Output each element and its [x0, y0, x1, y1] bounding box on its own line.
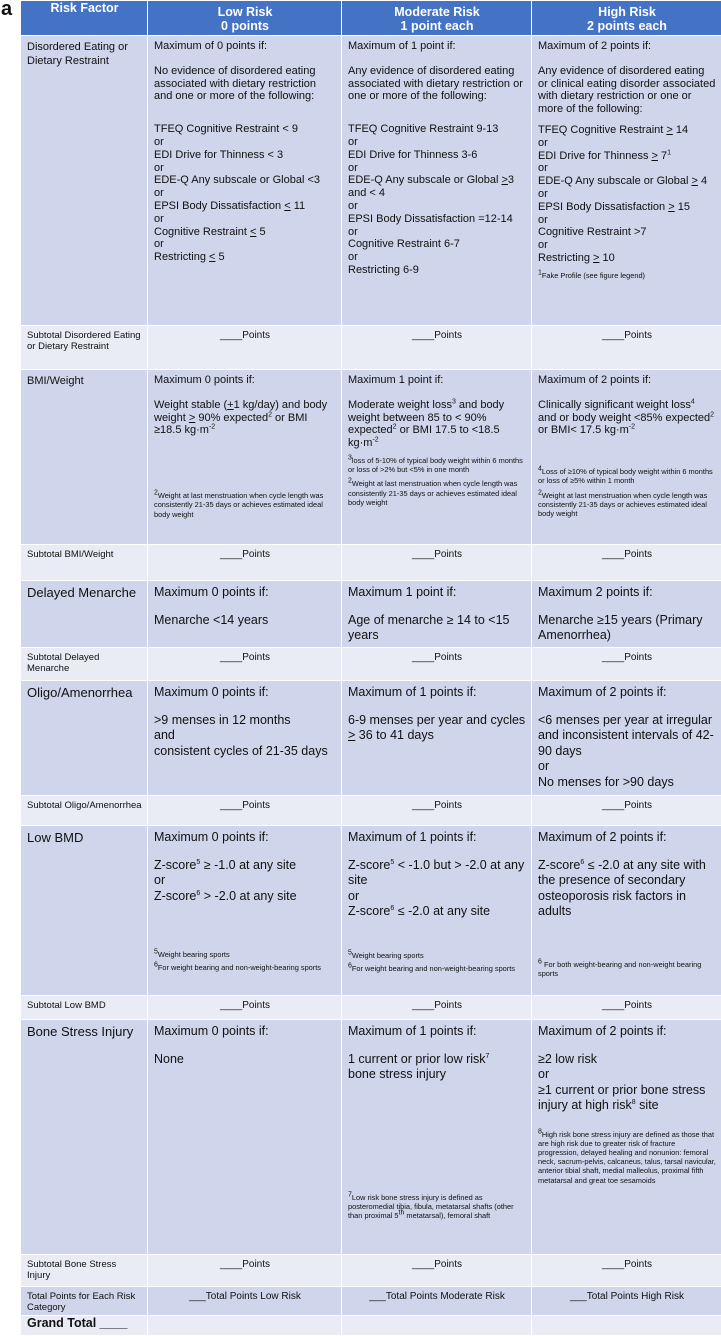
header-row [21, 1, 721, 36]
grand-total-empty [532, 1316, 721, 1336]
moderate-risk-criteria: Maximum 1 point if: Age of menarche ≥ 14 to <15 years [342, 581, 532, 648]
figure-label: a [1, 0, 12, 21]
row-subtotal-bmi [21, 545, 721, 581]
subtotal-label: Subtotal BMI/Weight [21, 545, 148, 581]
row-total-points [21, 1287, 721, 1316]
row-bmi-weight [21, 370, 721, 545]
points-blank: ____Points [532, 326, 721, 370]
moderate-risk-criteria: Maximum 1 point if: Moderate weight loss$^3$ and body weight between 85 to < 90% expected$^2$ or BMI 17.5 to <18.5 $kg\cdot m^{-2}$ $^3$loss of 5-10% of typical body weight within 6 months or loss of >2% but <5% in one month $^2$Weight at last menstruation when cycle length was consistently 21-35 days or achieves estimated ideal body weight [342, 370, 532, 545]
row-disordered-eating [21, 36, 721, 326]
row-subtotal-disordered-eating [21, 326, 721, 370]
points-blank: ____Points [342, 796, 532, 826]
header-risk-factor: Risk Factor [21, 1, 148, 36]
low-risk-criteria: Maximum 0 points if: >9 menses in 12 months and consistent cycles of 21-35 days [148, 681, 342, 796]
moderate-risk-criteria: Maximum of 1 points if: 1 current or prior low risk$^7$ bone stress injury $^7$Low risk bone stress injury is defined as posteromedial tibia, fibula, metatarsal shafts (other than proximal 5th metatarsal), femoral shaft [342, 1020, 532, 1255]
risk-factor-label: Delayed Menarche [21, 581, 148, 648]
subtotal-label: Subtotal Delayed Menarche [21, 648, 148, 681]
row-subtotal-bmd [21, 996, 721, 1020]
total-moderate-risk: ___Total Points Moderate Risk [342, 1287, 532, 1316]
low-risk-criteria: Maximum 0 points if: Weight stable (+1 kg/day) and body weight > 90% expected$^2$ or BMI ≥18.5 $kg\cdot m^{-2}$ $^2$Weight at last menstruation when cycle length was consistently 21-35 days or achieves estimated ideal body weight [148, 370, 342, 545]
high-risk-criteria: Maximum of 2 points if: <6 menses per year at irregular and inconsistent intervals of 42-90 days or No menses for >90 days [532, 681, 721, 796]
points-blank: ____Points [342, 326, 532, 370]
row-subtotal-bsi [21, 1255, 721, 1287]
grand-total-empty [342, 1316, 532, 1336]
points-blank: ____Points [148, 996, 342, 1020]
points-blank: ____Points [148, 1255, 342, 1287]
row-oligo-amenorrhea [21, 681, 721, 796]
points-blank: ____Points [532, 996, 721, 1020]
points-blank: ____Points [148, 326, 342, 370]
points-blank: ____Points [148, 648, 342, 681]
high-risk-criteria: Maximum 2 points if: Menarche ≥15 years (Primary Amenorrhea) [532, 581, 721, 648]
low-risk-criteria: Maximum of 0 points if: No evidence of disordered eating associated with dietary restriction and one or more of the following: TFEQ Cognitive Restraint < 9 or EDI Drive for Thinness < 3 or EDE-Q Any subscale or Global <3 or EPSI Body Dissatisfaction < 11 or Cognitive Restraint < 5 or Restricting < 5 [148, 36, 342, 326]
points-blank: ____Points [148, 545, 342, 581]
total-high-risk: ___Total Points High Risk [532, 1287, 721, 1316]
points-blank: ____Points [532, 1255, 721, 1287]
total-points-label: Total Points for Each Risk Category [21, 1287, 148, 1316]
subtotal-label: Subtotal Oligo/Amenorrhea [21, 796, 148, 826]
row-bone-stress-injury [21, 1020, 721, 1255]
high-risk-criteria: Maximum of 2 points if: Clinically significant weight loss$^4$ and or body weight <85% expected$^2$ or BMI< 17.5 $kg\cdot m^{-2}$ $^4$Loss of ≥10% of typical body weight within 6 months or loss of ≥5% within 1 month $^2$Weight at last menstruation when cycle length was consistently 21-35 days or achieves estimated ideal body weight [532, 370, 721, 545]
points-blank: ____Points [342, 996, 532, 1020]
high-risk-criteria: Maximum of 2 points if: Z-score$^6$ ≤ -2.0 at any site with the presence of secondary osteoporosis risk factors in adults $^6$ For both weight-bearing and non-weight bearing sports [532, 826, 721, 996]
points-blank: ____Points [342, 545, 532, 581]
points-blank: ____Points [148, 796, 342, 826]
row-grand-total [21, 1316, 721, 1336]
row-subtotal-oligo [21, 796, 721, 826]
subtotal-label: Subtotal Low BMD [21, 996, 148, 1020]
row-low-bmd [21, 826, 721, 996]
risk-factor-label: BMI/Weight [21, 370, 148, 545]
high-risk-criteria: Maximum of 2 points if: ≥2 low risk or ≥1 current or prior bone stress injury at high risk$^8$ site $^8$High risk bone stress injury are defined as those that are high risk due to greater risk of fracture progression, delayed healing and nonunion: femoral neck, sacrum-pelvis, calcaneus, talus, tarsal navicular, anterior tibial shaft, medial malleolus, proximal fifth metatarsal and great toe sesamoids [532, 1020, 721, 1255]
grand-total-label: Grand Total ____ [21, 1316, 148, 1336]
low-risk-criteria: Maximum 0 points if: Menarche <14 years [148, 581, 342, 648]
moderate-risk-criteria: Maximum of 1 points if: Z-score$^5$ < -1.0 but > -2.0 at any site or Z-score$^6$ ≤ -2.0 at any site $^5$Weight bearing sports $^6$For weight bearing and non-weight-bearing sports [342, 826, 532, 996]
row-subtotal-menarche [21, 648, 721, 681]
header-moderate-risk: Moderate Risk 1 point each [342, 1, 532, 36]
header-high-risk: High Risk 2 points each [532, 1, 721, 36]
points-blank: ____Points [532, 545, 721, 581]
risk-factor-label: Low BMD [21, 826, 148, 996]
moderate-risk-criteria: Maximum of 1 point if: Any evidence of disordered eating associated with dietary restriction or one or more of the following: TFEQ Cognitive Restraint 9-13 or EDI Drive for Thinness 3-6 or EDE-Q Any subscale or Global >3 and < 4 or EPSI Body Dissatisfaction =12-14 or Cognitive Restraint 6-7 or Restricting 6-9 [342, 36, 532, 326]
high-risk-criteria: Maximum of 2 points if: Any evidence of disordered eating or clinical eating disorder associated with dietary restriction or one or more of the following: TFEQ Cognitive Restraint > 14 or EDI Drive for Thinness > $7^1$ or EDE-Q Any subscale or Global > 4 or EPSI Body Dissatisfaction > 15 or Cognitive Restraint >7 or Restricting > 10 $^1$Fake Profile (see figure legend) [532, 36, 721, 326]
subtotal-label: Subtotal Disordered Eating or Dietary Restraint [21, 326, 148, 370]
points-blank: ____Points [532, 796, 721, 826]
risk-factor-label: Disordered Eating or Dietary Restraint [21, 36, 148, 326]
risk-assessment-table [20, 0, 721, 1336]
low-risk-criteria: Maximum 0 points if: Z-score$^5$ ≥ -1.0 at any site or Z-score$^6$ > -2.0 at any site $^5$Weight bearing sports $^6$For weight bearing and non-weight-bearing sports [148, 826, 342, 996]
subtotal-label: Subtotal Bone Stress Injury [21, 1255, 148, 1287]
risk-factor-label: Oligo/Amenorrhea [21, 681, 148, 796]
risk-factor-label: Bone Stress Injury [21, 1020, 148, 1255]
moderate-risk-criteria: Maximum of 1 points if: 6-9 menses per year and cycles > 36 to 41 days [342, 681, 532, 796]
low-risk-criteria: Maximum 0 points if: None [148, 1020, 342, 1255]
grand-total-empty [148, 1316, 342, 1336]
row-delayed-menarche [21, 581, 721, 648]
points-blank: ____Points [342, 1255, 532, 1287]
points-blank: ____Points [532, 648, 721, 681]
header-low-risk: Low Risk 0 points [148, 1, 342, 36]
total-low-risk: ___Total Points Low Risk [148, 1287, 342, 1316]
points-blank: ____Points [342, 648, 532, 681]
